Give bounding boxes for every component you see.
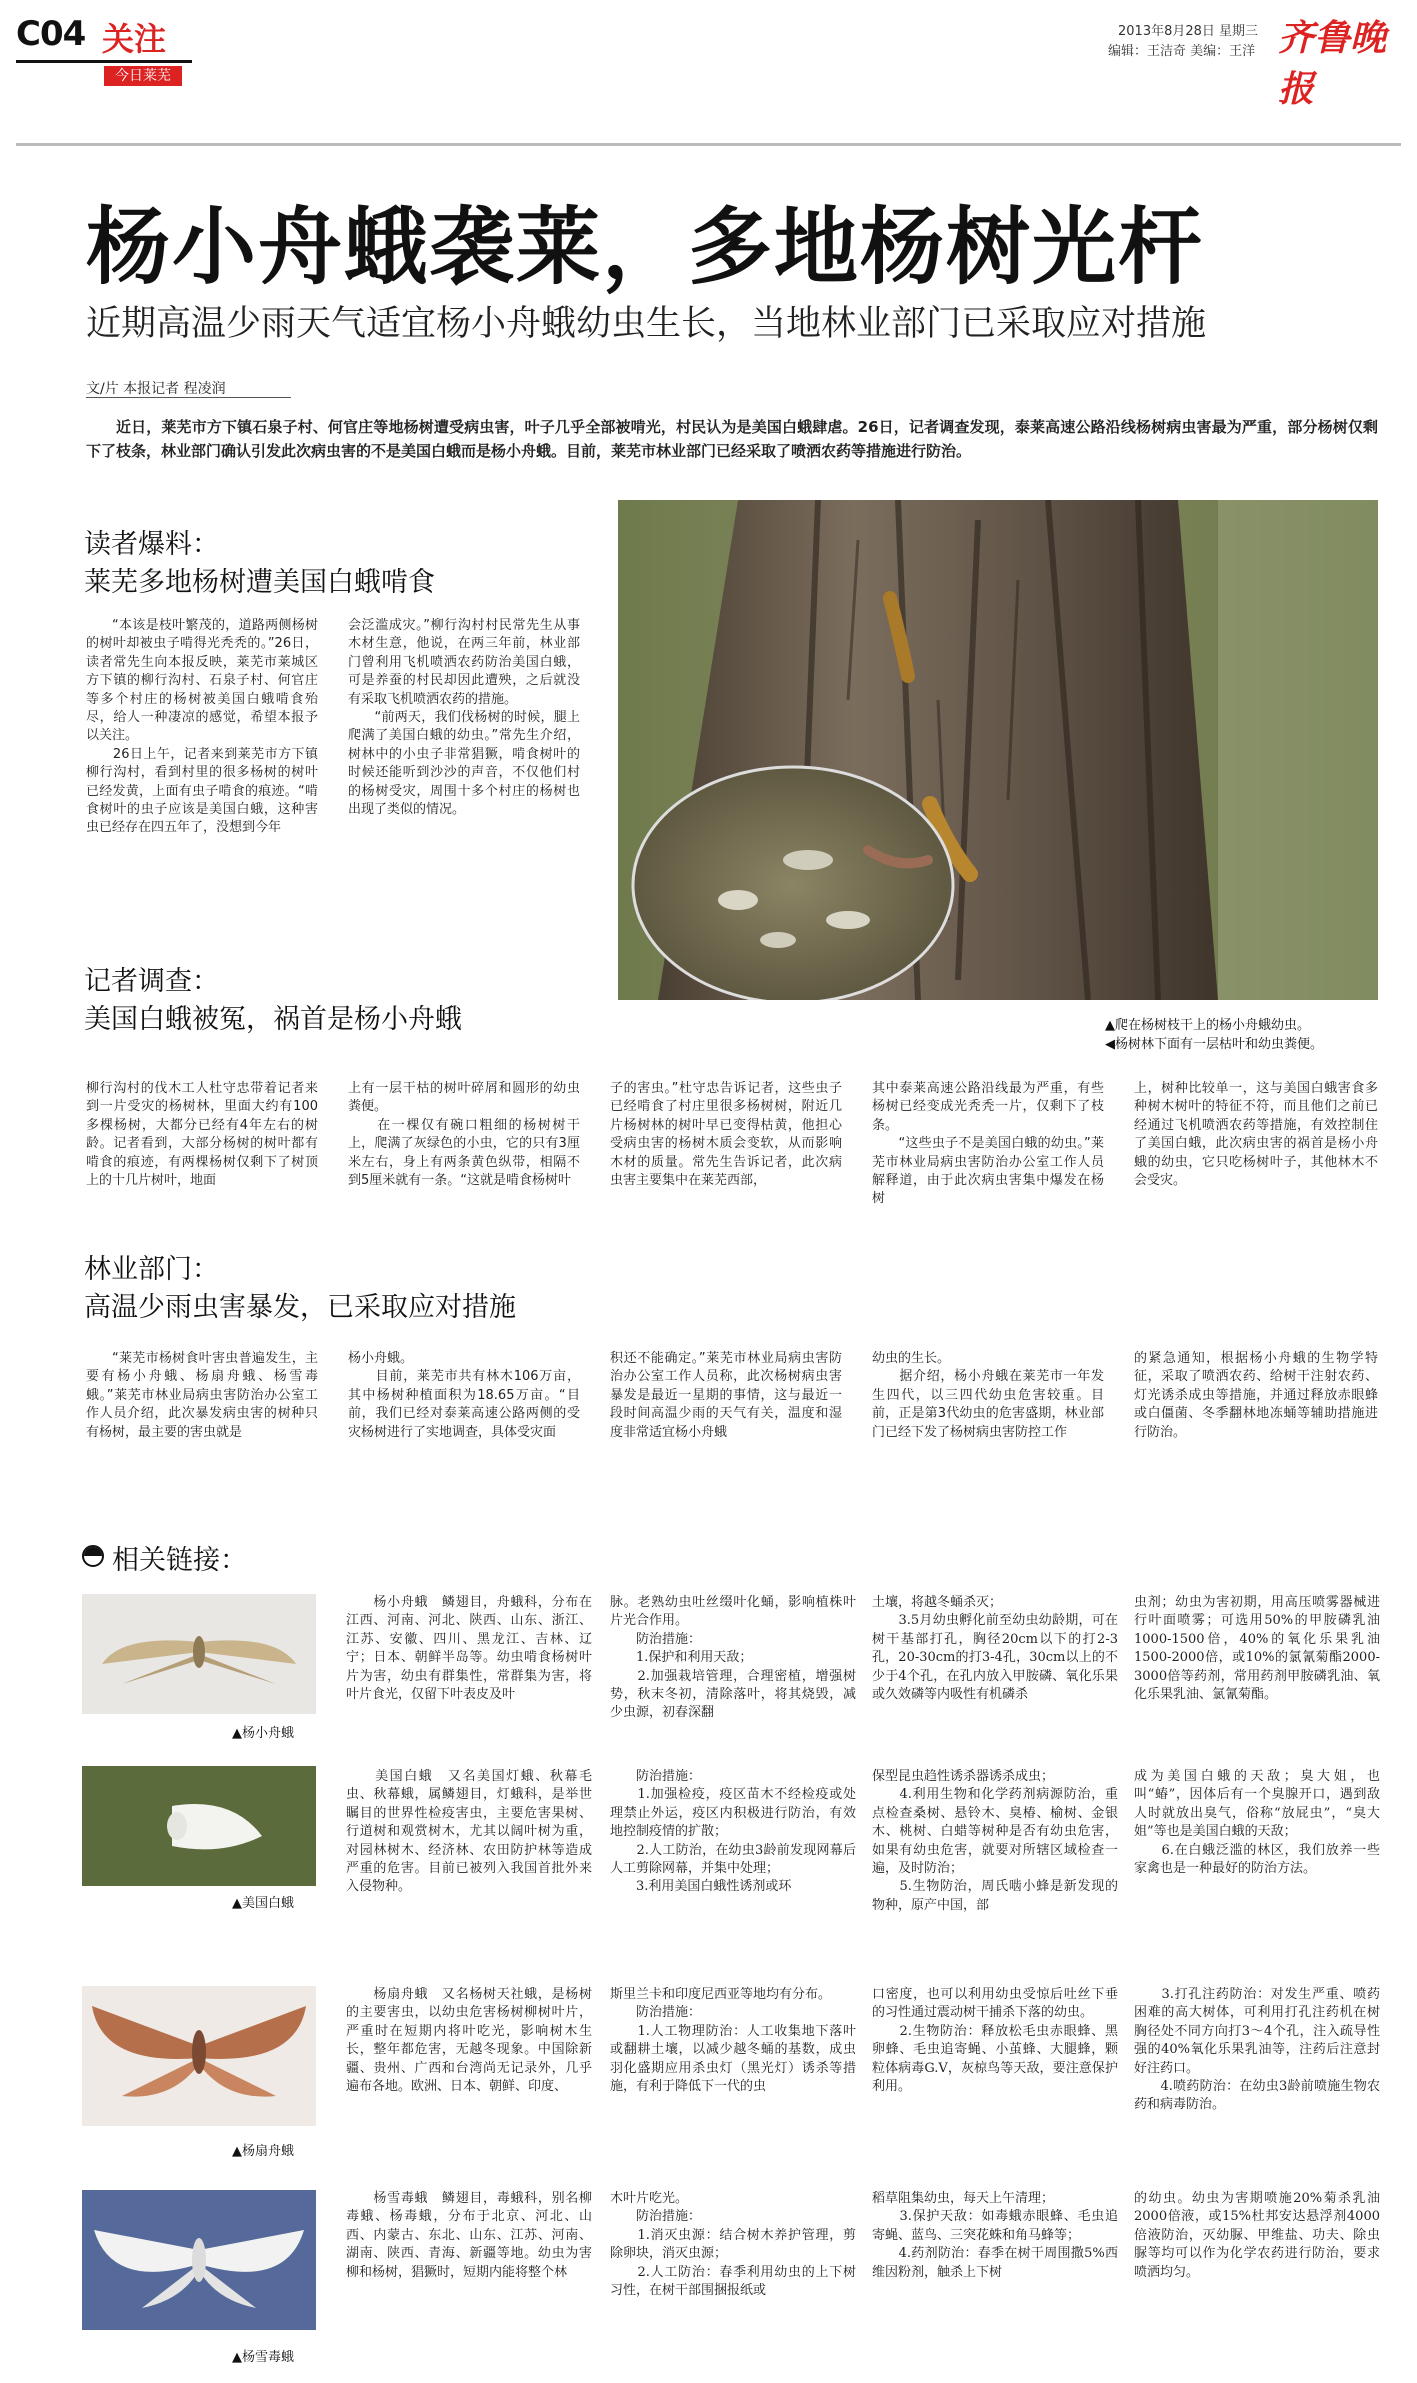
photo-caption-2: ◀杨树林下面有一层枯叶和幼虫粪便。 [1105, 1037, 1323, 1052]
s3-col2: 杨小舟蛾。 目前，莱芜市共有林木106万亩，其中杨树种植面积为18.65万亩。“目前，我们已经对泰莱高速公路两侧的受灾杨树进行了实地调查，具体受灾面 [348, 1351, 580, 1440]
s2-col4: 其中泰莱高速公路沿线最为严重，有些杨树已经变成光秃秃一片，仅剩下了枝条。 “这些虫子不是美国白蛾的幼虫。”莱芜市林业局病虫害防治办公室工作人员解释道，由于此次病虫害集中爆发在杨树 [872, 1081, 1104, 1207]
link3-col1: 杨扇舟蛾 又名杨树天社蛾，是杨树的主要害虫，以幼虫危害杨树柳树叶片，严重时在短期内将叶吃光，影响树木生长，整年都危害，无越冬现象。中国除新疆、贵州、广西和台湾尚无记录外，几乎遍布各地。欧洲、日本、朝鲜、印度、 [346, 1987, 592, 2095]
s1-col2: 会泛滥成灾。”柳行沟村村民常先生从事木材生意，他说，在两三年前，林业部门曾利用飞机喷洒农药防治美国白蛾，可是养蚕的村民却因此遭殃，之后就没有采取飞机喷洒农药的措施。 “前两天，我们伐杨树的时候，腿上爬满了美国白蛾的幼虫。”常先生介绍，树林中的小虫子非常猖獗，啃食树叶的时候还能听到沙沙的声音，不仅他们村的杨树受灾，周围十多个村庄的杨树也出现了类似的情况。 [348, 618, 580, 818]
subhead-reporter: 美国白蛾被冤，祸首是杨小舟蛾 [84, 1004, 462, 1035]
link3-col2: 斯里兰卡和印度尼西亚等地均有分布。 防治措施： 1.人工物理防治：人工收集地下落叶或翻耕土壤，以减少越冬蛹的基数，成虫羽化盛期应用杀虫灯（黑光灯）诱杀等措施，有利于降低下一代的虫 [610, 1987, 856, 2095]
related-heading: 相关链接： [112, 1545, 247, 1576]
s2-col5: 上，树种比较单一，这与美国白蛾害食多种树木树叶的特征不符，而且他们之前已经通过飞机喷洒农药等措施，有效控制住了美国白蛾，此次病虫害的祸首是杨小舟蛾的幼虫，它只吃杨树叶子，其他林木不会受灾。 [1134, 1081, 1378, 1189]
link1-col1: 杨小舟蛾 鳞翅目，舟蛾科，分布在江西、河南、河北、陕西、山东、浙江、江苏、安徽、四川、黑龙江、吉林、辽宁；日本、朝鲜半岛等。幼虫啃食杨树叶片为害，幼虫有群集性，常群集为害，将叶片食光，仅留下叶表皮及叶 [346, 1595, 592, 1703]
lede-paragraph: 近日，莱芜市方下镇石泉子村、何官庄等地杨树遭受病虫害，叶子几乎全部被啃光，村民认为是美国白蛾肆虐。26日，记者调查发现，泰莱高速公路沿线杨树病虫害最为严重，部分杨树仅剩下了枝条，林业部门确认引发此次病虫害的不是美国白蛾而是杨小舟蛾。目前，莱芜市林业部门已经采取了喷洒农药等措施进行防治。 [86, 418, 1378, 460]
s3-col5: 的紧急通知，根据杨小舟蛾的生物学特征，采取了喷洒农药、给树干注射农药、灯光诱杀成虫等措施，并通过释放赤眼蜂或白僵菌、冬季翻林地冻蛹等辅助措施进行防治。 [1134, 1351, 1378, 1440]
moth-caption-1: ▲杨小舟蛾 [232, 1726, 294, 1741]
moth-caption-4: ▲杨雪毒蛾 [232, 2350, 294, 2365]
masthead-logo: 齐鲁晚报 [1278, 17, 1387, 110]
subheadline: 近期高温少雨天气适宜杨小舟蛾幼虫生长，当地林业部门已采取应对措施 [86, 304, 1207, 344]
page-code: C04 [16, 14, 86, 54]
byline-rule [86, 397, 291, 398]
kicker-forestry: 林业部门： [84, 1254, 219, 1285]
s2-col3: 子的害虫。”杜守忠告诉记者，这些虫子已经啃食了村庄里很多杨树树，附近几片杨树林的树叶早已变得枯黄，他担心受病虫害的杨树木质会变软，从而影响木材的质量。常先生告诉记者，此次病虫害主要集中在莱芜西部， [610, 1081, 842, 1189]
link1-col3: 土壤，将越冬蛹杀灭； 3.5月幼虫孵化前至幼虫幼龄期，可在树干基部打孔，胸径20cm以下的打2-3孔，20-30cm的打3-4孔，30cm以上的不少于4个孔，在孔内放入甲胺磷、氧化乐果或久效磷等内吸性有机磷杀 [872, 1595, 1118, 1703]
s3-col3: 积还不能确定。”莱芜市林业局病虫害防治办公室工作人员称，此次杨树病虫害暴发是最近一星期的事情，这与最近一段时间高温少雨的天气有关，温度和湿度非常适宜杨小舟蛾 [610, 1351, 842, 1440]
date-line: 2013年8月28日 星期三 [1118, 24, 1259, 39]
moth-photo-4 [82, 2190, 316, 2330]
moth-caption-3: ▲杨扇舟蛾 [232, 2144, 294, 2159]
s3-col4: 幼虫的生长。 据介绍，杨小舟蛾在莱芜市一年发生四代，以三四代幼虫危害较重。目前，正是第3代幼虫的危害盛期，林业部门已经下发了杨树病虫害防控工作 [872, 1351, 1104, 1440]
s2-col2: 上有一层干枯的树叶碎屑和圆形的幼虫粪便。 在一棵仅有碗口粗细的杨树树干上，爬满了灰绿色的小虫，它的只有3厘米左右，身上有两条黄色纵带，相隔不到5厘米就有一条。“这就是啃食杨树叶 [348, 1081, 580, 1189]
editor-line: 编辑：王洁奇 美编：王洋 [1108, 44, 1256, 59]
link3-col4: 3.打孔注药防治：对发生严重、喷药困难的高大树体，可利用打孔注药机在树胸径处不同方向打3～4个孔，注入疏导性强的40%氧化乐果乳油等，注药后注意封好注药口。 4.喷药防治：在幼虫3龄前喷施生物农药和病毒防治。 [1134, 1987, 1380, 2113]
headline: 杨小舟蛾袭莱，多地杨树光杆 [86, 198, 1205, 296]
link4-col3: 稻草阻集幼虫，每天上午清理； 3.保护天敌：如毒蛾赤眼蜂、毛虫追寄蝇、蓝鸟、三突花蛛和角马蜂等； 4.药剂防治：春季在树干周围撒5%西维因粉剂，触杀上下树 [872, 2191, 1118, 2280]
link1-col2: 脉。老熟幼虫吐丝缀叶化蛹，影响植株叶片光合作用。 防治措施： 1.保护和利用天敌； 2.加强栽培管理，合理密植，增强树势，秋末冬初，清除落叶，将其烧毁，减少虫源，初春深翻 [610, 1595, 856, 1721]
moth-photo-2 [82, 1766, 316, 1886]
link4-col4: 的幼虫。幼虫为害期喷施20%菊杀乳油2000倍液，或15%杜邦安达悬浮剂4000倍液防治，灭幼脲、甲维盐、功夫、除虫脲等均可以作为化学农药进行防治，要求喷洒均匀。 [1134, 2191, 1380, 2280]
moth-caption-2: ▲美国白蛾 [232, 1896, 294, 1911]
link2-col4: 成为美国白蛾的天敌；臭大姐，也叫“蝽”，因体后有一个臭腺开口，遇到敌人时就放出臭气，俗称“放屁虫”，“臭大姐”等也是美国白蛾的天敌； 6.在白蛾泛滥的林区，我们放养一些家禽也是一种最好的防治方法。 [1134, 1769, 1380, 1877]
photo-caption-1: ▲爬在杨树枝干上的杨小舟蛾幼虫。 [1105, 1018, 1310, 1033]
tree-trunk-photo [618, 500, 1378, 1000]
section-rule [16, 60, 192, 63]
subsection-tag: 今日莱芜 [104, 66, 182, 86]
link1-col4: 虫剂；幼虫为害初期，用高压喷雾器械进行叶面喷雾；可选用50%的甲胺磷乳油1000-1500倍，40%的氧化乐果乳油1500-2000倍，或10%的氯氰菊酯2000-3000倍等药剂，常用药剂甲胺磷乳油、氧化乐果乳油、氯氰菊酯。 [1134, 1595, 1380, 1703]
s3-col1: “莱芜市杨树食叶害虫普遍发生，主要有杨小舟蛾、杨扇舟蛾、杨雪毒蛾。”莱芜市林业局病虫害防治办公室工作人员介绍，此次暴发病虫害的树种只有杨树，最主要的害虫就是 [86, 1351, 318, 1440]
link2-col2: 防治措施： 1.加强检疫，疫区苗木不经检疫或处理禁止外运，疫区内积极进行防治，有效地控制疫情的扩散； 2.人工防治，在幼虫3龄前发现网幕后人工剪除网幕，并集中处理； 3.利用美国白蛾性诱剂或环 [610, 1769, 856, 1895]
section-title: 关注 [102, 20, 167, 58]
subhead-reader-tip: 莱芜多地杨树遭美国白蛾啃食 [84, 567, 435, 598]
subhead-forestry: 高温少雨虫害暴发，已采取应对措施 [84, 1292, 516, 1323]
s1-col1: “本该是枝叶繁茂的，道路两侧杨树的树叶却被虫子啃得光秃秃的。”26日，读者常先生向本报反映，莱芜市莱城区方下镇的柳行沟村、石泉子村、何官庄等多个村庄的杨树被美国白蛾啃食殆尽，给人一种凄凉的感觉，希望本报予以关注。 26日上午，记者来到莱芜市方下镇柳行沟村，看到村里的很多杨树的树叶已经发黄，上面有虫子啃食的痕迹。“啃食树叶的虫子应该是美国白蛾，这种害虫已经存在四五年了，没想到今年 [86, 618, 318, 836]
moth-photo-3 [82, 1986, 316, 2126]
link4-col2: 木叶片吃光。 防治措施： 1.消灭虫源：结合树木养护管理，剪除卵块，消灭虫源； 2.人工防治：春季利用幼虫的上下树习性，在树干部围捆报纸或 [610, 2191, 856, 2299]
related-icon [82, 1545, 104, 1567]
s2-col1: 柳行沟村的伐木工人杜守忠带着记者来到一片受灾的杨树林，里面大约有100多棵杨树，大都分已经有4年左右的树龄。记者看到，大部分杨树的树叶都有啃食的痕迹，有两棵杨树仅剩下了树顶上的十几片树叶，地面 [86, 1081, 318, 1189]
link3-col3: 口密度，也可以利用幼虫受惊后吐丝下垂的习性通过震动树干捕杀下落的幼虫。 2.生物防治：释放松毛虫赤眼蜂、黑卵蜂、毛虫追寄蝇、小茧蜂、大腿蜂，颗粒体病毒G.V，灰椋鸟等天敌，要注意保护利用。 [872, 1987, 1118, 2095]
link2-col1: 美国白蛾 又名美国灯蛾、秋幕毛虫、秋幕蛾，属鳞翅目，灯蛾科，是举世瞩目的世界性检疫害虫，主要危害果树、行道树和观赏树木，尤其以阔叶树为重，对园林树木、经济林、农田防护林等造成严重的危害。目前已被列入我国首批外来入侵物种。 [346, 1769, 592, 1895]
moth-photo-1 [82, 1594, 316, 1714]
byline: 文/片 本报记者 程凌润 [86, 381, 226, 397]
kicker-reader-tip: 读者爆料： [84, 529, 219, 560]
link4-col1: 杨雪毒蛾 鳞翅目，毒蛾科，别名柳毒蛾、杨毒蛾，分布于北京、河北、山西、内蒙古、东北、山东、江苏、河南、湖南、陕西、青海、新疆等地。幼虫为害柳和杨树，猖獗时，短期内能将整个林 [346, 2191, 592, 2280]
kicker-reporter: 记者调查： [84, 966, 219, 997]
main-photo [618, 500, 1378, 1000]
header-divider [16, 143, 1401, 146]
link2-col3: 保型昆虫趋性诱杀器诱杀成虫； 4.利用生物和化学药剂病源防治，重点检查桑树、悬铃木、臭椿、榆树、金银木、桃树、白蜡等树种是否有幼虫危害，如果有幼虫危害，就要对所辖区域检查一遍，及时防治； 5.生物防治，周氏啮小蜂是新发现的物种，原产中国，部 [872, 1769, 1118, 1913]
